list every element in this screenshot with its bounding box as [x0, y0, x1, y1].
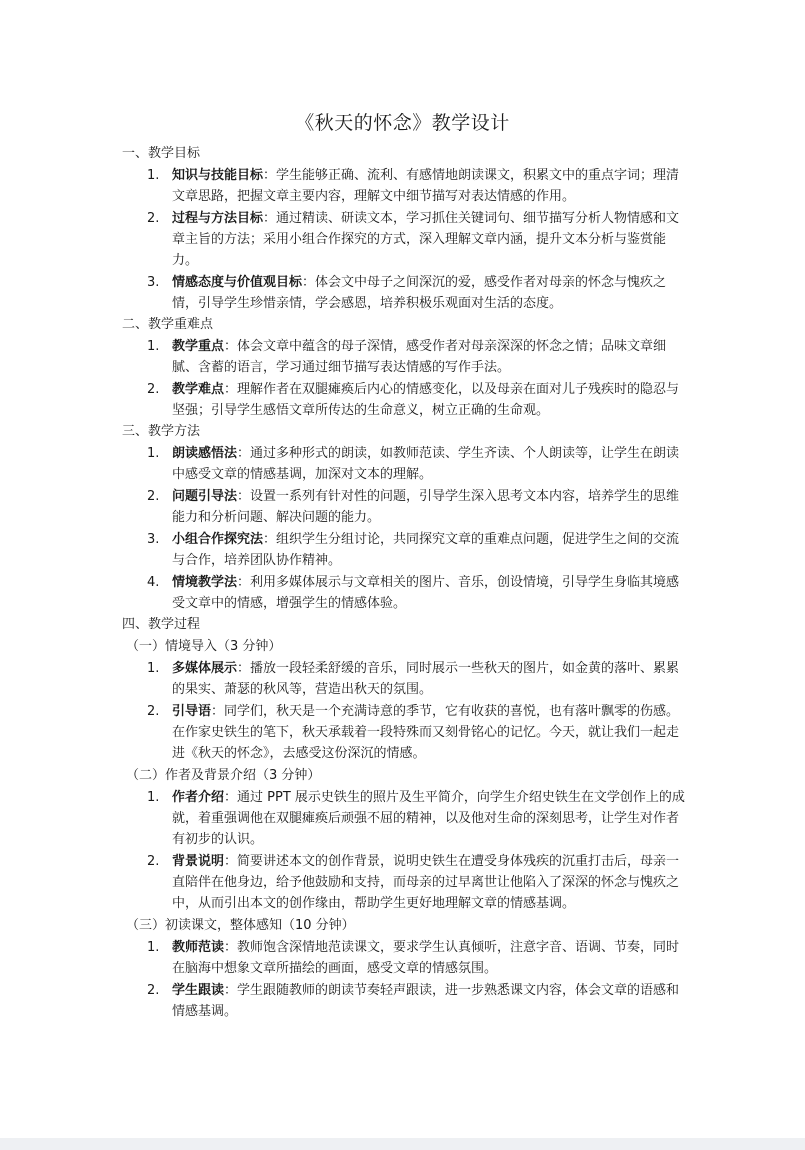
list-item [122, 937, 688, 979]
item-text: ：理解作者在双腿瘫痪后内心的情感变化，以及母亲在面对儿子残疾时的隐忍与坚强；引导学生感悟文章所传达的生命意义，树立正确的生命观。 [172, 382, 680, 418]
item-number: 1. [147, 168, 160, 183]
list-item [122, 208, 688, 271]
section-heading: 三、教学方法 [122, 424, 201, 439]
item-text: ：播放一段轻柔舒缓的音乐，同时展示一些秋天的图片，如金黄的落叶、累累的果实、萧瑟的秋风等，营造出秋天的氛围。 [172, 661, 680, 697]
subsection-heading: （二）作者及背景介绍（3 分钟） [126, 768, 321, 783]
list-item [122, 658, 688, 700]
item-number: 1. [147, 940, 160, 955]
item-number: 1. [147, 446, 160, 461]
subsection-heading: （一）情境导入（3 分钟） [126, 639, 282, 654]
item-number: 3. [147, 532, 160, 547]
item-title: 教学难点 [172, 382, 225, 397]
item-text: ：设置一系列有针对性的问题，引导学生深入思考文本内容，培养学生的思维能力和分析问题、解决问题的能力。 [172, 489, 680, 525]
section-heading: 四、教学过程 [122, 617, 201, 632]
item-title: 问题引导法 [172, 489, 238, 504]
list-item [122, 272, 688, 314]
list-item [122, 787, 688, 850]
item-text: ：简要讲述本文的创作背景，说明史铁生在遭受身体残疾的沉重打击后，母亲一直陪伴在他身边，给予他鼓励和支持，而母亲的过早离世让他陷入了深深的怀念与愧疚之中，从而引出本文的创作缘由，帮助学生更好地理解文章的情感基调。 [172, 854, 680, 911]
subsection-author-background [122, 765, 688, 786]
item-list [122, 336, 688, 421]
item-text: ：学生跟随教师的朗读节奏轻声跟读，进一步熟悉课文内容，体会文章的语感和情感基调。 [172, 983, 680, 1019]
item-text: ：教师饱含深情地范读课文，要求学生认真倾听，注意字音、语调、节奏，同时在脑海中想象文章所描绘的画面，感受文章的情感氛围。 [172, 940, 680, 976]
section-key-difficult-points [122, 314, 688, 421]
item-number: 2. [147, 854, 160, 869]
list-item [122, 851, 688, 914]
item-title: 引导语 [172, 704, 212, 719]
item-title: 学生跟读 [172, 983, 225, 998]
item-text: ：组织学生分组讨论，共同探究文章的重难点问题，促进学生之间的交流与合作，培养团队协作精神。 [172, 532, 680, 568]
item-text: ：通过多种形式的朗读，如教师范读、学生齐读、个人朗读等，让学生在朗读中感受文章的情感基调，加深对文本的理解。 [172, 446, 680, 482]
item-title: 多媒体展示 [172, 661, 238, 676]
list-item [122, 529, 688, 571]
item-title: 教师范读 [172, 940, 225, 955]
subsection-first-reading [122, 915, 688, 936]
section-teaching-methods [122, 421, 688, 614]
item-text: ：通过 PPT 展示史铁生的照片及生平简介，向学生介绍史铁生在文学创作上的成就，着重强调他在双腿瘫痪后顽强不屈的精神，以及他对生命的深刻思考，让学生对作者有初步的认识。 [172, 790, 685, 847]
list-item [122, 980, 688, 1022]
list-item [122, 165, 688, 207]
item-text: ：通过精读、研读文本，学习抓住关键词句、细节描写分析人物情感和文章主旨的方法；采用小组合作探究的方式，深入理解文章内涵，提升文本分析与鉴赏能力。 [172, 211, 680, 268]
section-teaching-objectives [122, 143, 688, 314]
list-item [122, 336, 688, 378]
section-heading: 一、教学目标 [122, 146, 201, 161]
list-item [122, 379, 688, 421]
item-text: ：利用多媒体展示与文章相关的图片、音乐，创设情境，引导学生身临其境感受文章中的情感，增强学生的情感体验。 [172, 575, 680, 611]
item-number: 2. [147, 704, 160, 719]
item-text: ：同学们，秋天是一个充满诗意的季节，它有收获的喜悦，也有落叶飘零的伤感。在作家史铁生的笔下，秋天承载着一段特殊而又刻骨铭心的记忆。今天，就让我们一起走进《秋天的怀念》，去感受这份深沉的情感。 [172, 704, 680, 761]
item-title: 情感态度与价值观目标 [172, 275, 303, 290]
list-item [122, 572, 688, 614]
item-list [122, 658, 688, 764]
item-title: 背景说明 [172, 854, 225, 869]
item-title: 教学重点 [172, 339, 225, 354]
item-title: 作者介绍 [172, 790, 225, 805]
item-list [122, 443, 688, 614]
item-title: 小组合作探究法 [172, 532, 264, 547]
document-title: 《秋天的怀念》教学设计 [295, 112, 510, 134]
item-text: ：学生能够正确、流利、有感情地朗读课文，积累文中的重点字词；理清文章思路，把握文章主要内容，理解文中细节描写对表达情感的作用。 [172, 168, 680, 204]
item-list [122, 165, 688, 314]
section-teaching-process [122, 614, 688, 1022]
item-number: 2. [147, 211, 160, 226]
item-list [122, 937, 688, 1022]
item-number: 4. [147, 575, 160, 590]
item-number: 1. [147, 339, 160, 354]
item-text: ：体会文章中蕴含的母子深情，感受作者对母亲深深的怀念之情；品味文章细腻、含蓄的语言，学习通过细节描写表达情感的写作手法。 [172, 339, 667, 375]
item-number: 3. [147, 275, 160, 290]
item-number: 1. [147, 790, 160, 805]
list-item [122, 443, 688, 485]
item-text: ：体会文中母子之间深沉的爱，感受作者对母亲的怀念与愧疚之情，引导学生珍惜亲情，学会感恩，培养积极乐观面对生活的态度。 [172, 275, 667, 311]
item-title: 过程与方法目标 [172, 211, 264, 226]
section-heading: 二、教学重难点 [122, 317, 214, 332]
document-body [122, 143, 688, 1022]
list-item [122, 486, 688, 528]
item-list [122, 787, 688, 914]
subsection-heading: （三）初读课文，整体感知（10 分钟） [126, 918, 355, 933]
item-title: 朗读感悟法 [172, 446, 238, 461]
list-item [122, 701, 688, 764]
item-number: 2. [147, 983, 160, 998]
page-bottom-margin [0, 1138, 805, 1150]
item-title: 知识与技能目标 [172, 168, 264, 183]
item-number: 2. [147, 489, 160, 504]
subsection-situation-intro [122, 636, 688, 657]
item-title: 情境教学法 [172, 575, 238, 590]
item-number: 2. [147, 382, 160, 397]
item-number: 1. [147, 661, 160, 676]
